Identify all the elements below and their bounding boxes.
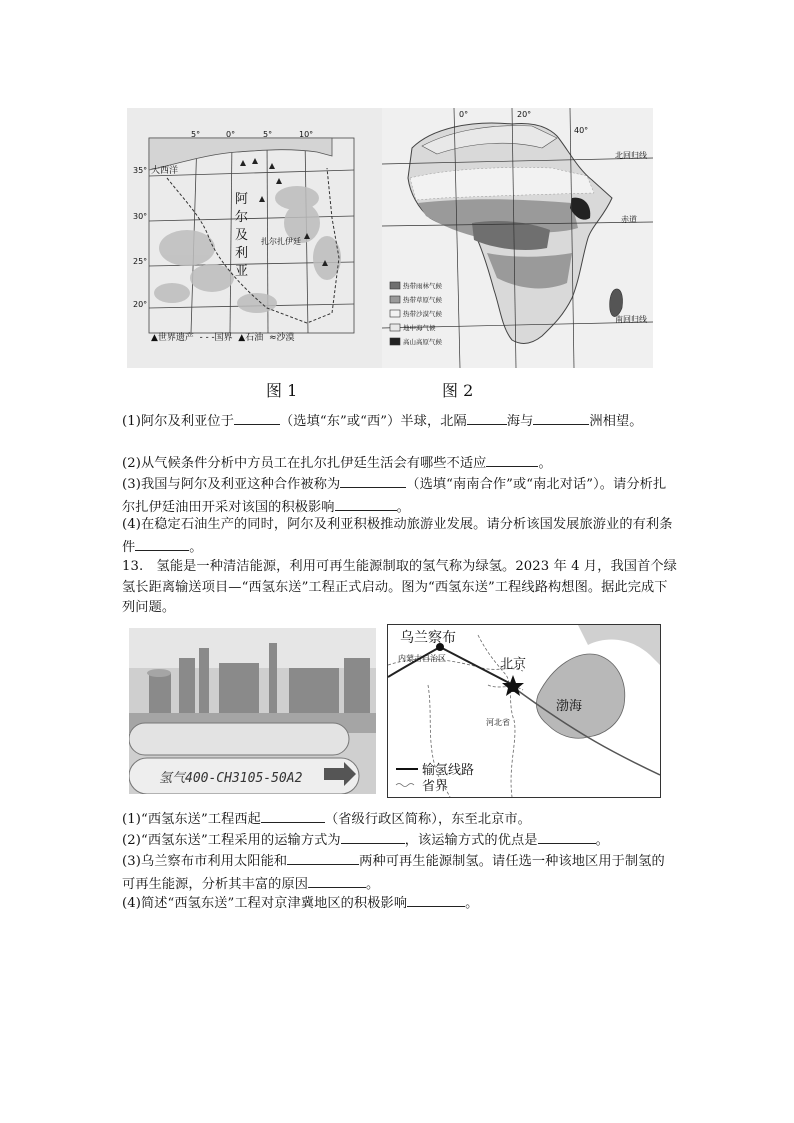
lat-label: 35°: [133, 166, 148, 175]
answer-blank[interactable]: [287, 850, 359, 865]
q12-p4-text: (4)在稳定石油生产的同时，阿尔及利亚积极推动旅游业发展。请分析该国发展旅游业的有利条件: [122, 517, 673, 555]
q12-part1: [122, 410, 678, 433]
oilfield-label: 扎尔扎伊廷: [261, 237, 301, 246]
q13-part4: [122, 892, 678, 915]
figure2-caption: 图 2: [442, 381, 474, 400]
lon-label: 5°: [191, 130, 201, 139]
q12-p1c-text: 海与: [506, 414, 534, 429]
q12-p1b-text: （选填“东”或“西”）半球，北隔: [280, 414, 467, 429]
q13-part2: [122, 829, 678, 852]
map2-legend: [403, 279, 442, 349]
atlantic-label: 大西洋: [151, 166, 179, 176]
q13-p1-text: (1)“西氢东送”工程西起: [122, 812, 261, 827]
answer-blank[interactable]: [340, 473, 406, 488]
q13-p3-text: (3)乌兰察布市利用太阳能和: [122, 854, 288, 869]
answer-blank[interactable]: [407, 892, 465, 907]
q12-p2-text: (2)从气候条件分析中方员工在扎尔扎伊廷生活会有哪些不适应: [122, 456, 487, 471]
region-inner-mongolia: 内蒙古自治区: [398, 654, 446, 663]
period: 。: [538, 456, 552, 471]
q12-part2: [122, 452, 678, 475]
pipe-marking: 氢气400-CH3105-50A2: [159, 771, 303, 786]
sea-bohai: 渤海: [556, 699, 583, 714]
country-char: 利: [235, 246, 249, 261]
lat-label: 25°: [133, 257, 148, 266]
q13-intro: 13. 氢能是一种清洁能源，利用可再生能源制取的氢气称为绿氢。2023 年 4 月，我国首个绿氢长距离输送项目—“西氢东送”工程正式启动。图为“西氢东送”工程线路构想图。据此完成下列问题。: [122, 559, 677, 615]
lat-label: 20°: [133, 300, 148, 309]
period: 。: [465, 896, 479, 911]
answer-blank[interactable]: [135, 536, 189, 551]
legend-savanna: 热带草原气候: [403, 296, 442, 304]
heritage-icon: ▲: [151, 333, 158, 343]
answer-blank[interactable]: [308, 873, 366, 888]
q12-part3: [122, 473, 678, 518]
answer-blank[interactable]: [341, 829, 405, 844]
city-beijing: 北京: [500, 657, 527, 672]
q13-p2-text: (2)“西氢东送”工程采用的运输方式为: [122, 833, 341, 848]
legend-border: 国界: [214, 333, 233, 343]
oil-icon: ▲: [235, 333, 246, 343]
figure-block-top: [127, 108, 653, 368]
tropic-capricorn-label: 南回归线: [615, 315, 647, 324]
lon-label: 40°: [574, 126, 589, 135]
pipeline-photo: [129, 628, 376, 794]
figure1-caption: 图 1: [266, 381, 298, 400]
algeria-map: [127, 108, 382, 368]
tropic-cancer-label: 北回归线: [615, 151, 647, 160]
city-wulanchabu: 乌兰察布: [400, 630, 456, 646]
answer-blank[interactable]: [335, 496, 397, 511]
q13-part1: [122, 808, 678, 831]
q13-p1b-text: （省级行政区简称），东至北京市。: [324, 812, 531, 827]
period: 。: [189, 539, 203, 555]
q13-p3b-text: 两种可再生能源制氢。请任选一种该地区用于制氢的可再生能源，分析其丰富的原因: [122, 854, 665, 892]
country-char: 尔: [235, 210, 249, 225]
map1-legend: [151, 330, 295, 343]
legend-desert: 沙漠: [276, 333, 295, 343]
answer-blank[interactable]: [533, 410, 589, 425]
country-char: 及: [235, 228, 249, 243]
legend-route: 输氢线路: [422, 763, 475, 778]
answer-blank[interactable]: [234, 410, 280, 425]
legend-rainforest: 热带雨林气候: [403, 282, 442, 290]
period: 。: [396, 499, 410, 515]
equator-label: 赤道: [621, 215, 637, 224]
province-hebei: 河北省: [486, 718, 510, 727]
q12-p3b-text: （选填“南南合作”或“南北对话”）。请分析扎尔扎伊廷油田开采对该国的积极影响: [122, 477, 667, 515]
q13-p2b-text: ，该运输方式的优点是: [404, 833, 538, 848]
desert-icon: ≈: [266, 333, 277, 343]
q12-p3-text: (3)我国与阿尔及利亚这种合作被称为: [122, 477, 341, 492]
answer-blank[interactable]: [538, 829, 596, 844]
answer-blank[interactable]: [486, 452, 538, 467]
lon-label: 0°: [226, 130, 236, 139]
q13-part3: [122, 850, 678, 895]
legend-border: 省界: [422, 779, 449, 794]
country-char: 亚: [235, 264, 249, 279]
lon-label: 20°: [517, 110, 532, 119]
period: 。: [595, 833, 609, 848]
lon-label: 10°: [299, 130, 314, 139]
legend-highland: 高山高原气候: [403, 338, 442, 346]
q13-p4-text: (4)简述“西氢东送”工程对京津冀地区的积极影响: [122, 896, 408, 911]
lon-label: 0°: [459, 110, 469, 119]
answer-blank[interactable]: [261, 808, 325, 823]
legend-mediterranean: 地中海气候: [403, 324, 436, 332]
answer-blank[interactable]: [467, 410, 507, 425]
q12-p1d-text: 洲相望。: [589, 414, 643, 429]
country-char: 阿: [235, 192, 249, 207]
lon-label: 5°: [263, 130, 273, 139]
lat-label: 30°: [133, 212, 148, 221]
legend-heritage: 世界遗产: [157, 333, 194, 343]
border-icon: - - -: [196, 333, 215, 343]
period: 。: [366, 876, 380, 892]
q12-part4: [122, 515, 678, 558]
hydrogen-route-map: [387, 624, 661, 798]
legend-desert: 热带沙漠气候: [403, 310, 442, 318]
q12-p1-text: (1)阿尔及利亚位于: [122, 414, 234, 429]
legend-oil: 石油: [245, 333, 264, 343]
